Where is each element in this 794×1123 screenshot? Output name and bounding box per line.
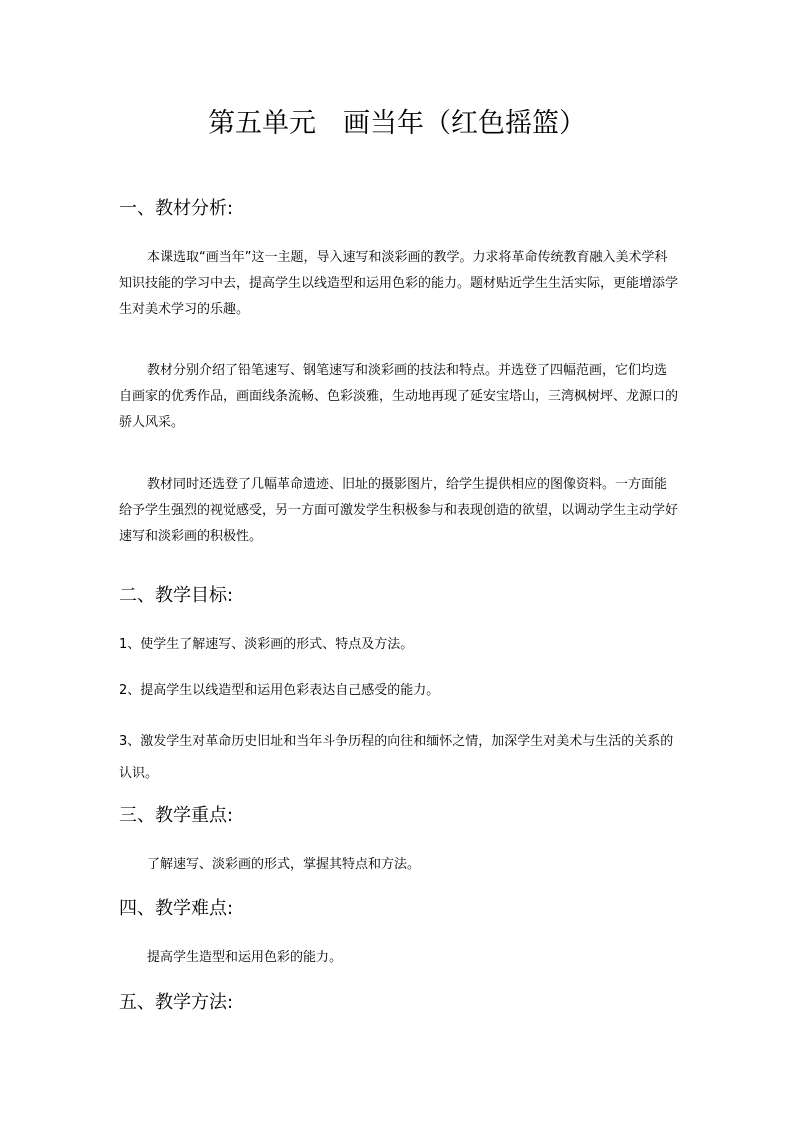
objective-item-2: 2、提高学生以线造型和运用色彩表达自己感受的能力。	[119, 683, 440, 698]
key-points-text: 了解速写、淡彩画的形式，掌握其特点和方法。	[147, 857, 421, 872]
section-heading-objectives: 二、教学目标:	[119, 585, 234, 606]
analysis-paragraph-2: 教材分别介绍了铅笔速写、钢笔速写和淡彩画的技法和特点。并选登了四幅范画，它们均选自画家的优秀作品，画面线条流畅、色彩淡雅，生动地再现了延安宝塔山，三湾枫树坪、龙源口的骄人风采。	[119, 363, 679, 430]
section-heading-analysis: 一、教材分析:	[119, 198, 234, 219]
section-heading-difficulties: 四、教学难点:	[119, 898, 234, 919]
difficulties-text: 提高学生造型和运用色彩的能力。	[147, 950, 343, 965]
section-heading-key-points: 三、教学重点:	[119, 805, 234, 826]
analysis-paragraph-1: 本课选取“画当年”这一主题，导入速写和淡彩画的教学。力求将革命传统教育融入美术学科知识技能的学习中去，提高学生以线造型和运用色彩的能力。题材贴近学生生活实际，更能增添学生对美术学习的乐趣。	[119, 250, 679, 317]
objective-item-3: 3、激发学生对革命历史旧址和当年斗争历程的向往和缅怀之情，加深学生对美术与生活的关系的认识。	[119, 734, 674, 781]
section-heading-methods: 五、教学方法:	[119, 992, 234, 1013]
document-title: 第五单元 画当年（红色摇篮）	[208, 108, 586, 139]
analysis-paragraph-3: 教材同时还选登了几幅革命遗迹、旧址的摄影图片，给学生提供相应的图像资料。一方面能给予学生强烈的视觉感受，另一方面可激发学生积极参与和表现创造的欲望，以调动学生主动学好速写和淡彩画的积极性。	[119, 477, 679, 544]
objective-item-1: 1、使学生了解速写、淡彩画的形式、特点及方法。	[119, 637, 414, 652]
